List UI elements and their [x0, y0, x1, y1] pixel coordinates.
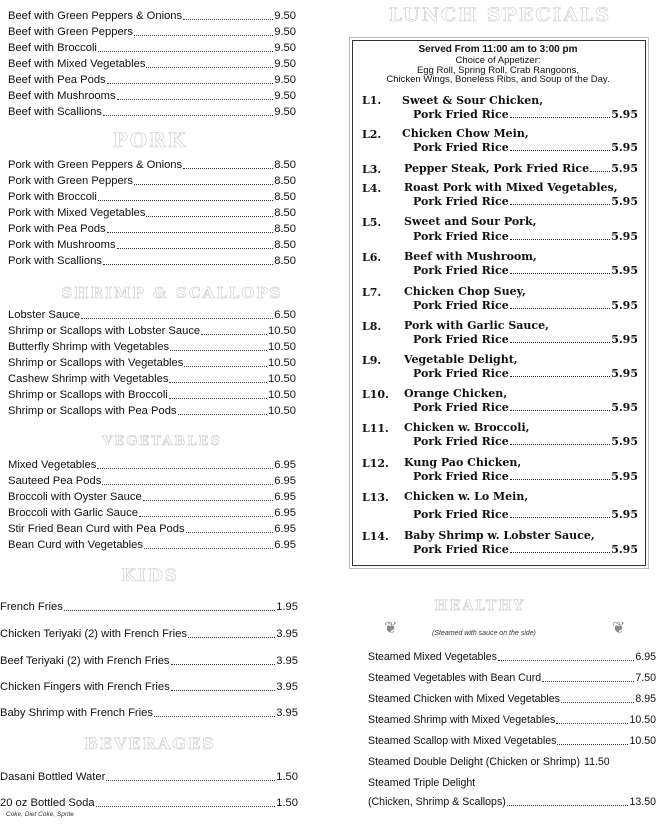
- menu-item: Lobster Sauce 6.50: [8, 309, 296, 321]
- healthy-subtitle: (Steamed with sauce on the side): [432, 630, 536, 637]
- menu-item: Beef with Mushrooms 9.50: [8, 90, 296, 102]
- section-heading-lunch: LUNCH SPECIALS: [388, 4, 612, 26]
- menu-item: Pork with Broccoli 8.50: [8, 191, 296, 203]
- menu-item: Shrimp or Scallops with Lobster Sauce 10.50: [8, 325, 296, 337]
- menu-item: Broccoli with Garlic Sauce 6.95: [8, 507, 296, 519]
- lunch-item-side: Pork Fried Rice 5.95: [413, 470, 638, 483]
- lunch-item-side: Pork Fried Rice 5.95: [413, 230, 638, 243]
- lunch-item-side: Pork Fried Rice 5.95: [413, 299, 638, 312]
- menu-item: Broccoli with Oyster Sauce 6.95: [8, 491, 296, 503]
- lunch-appetizer-choice: Choice of Appetizer:: [455, 55, 541, 66]
- lunch-item-name: Sweet & Sour Chicken,: [402, 94, 544, 107]
- lunch-item-number: L7.: [362, 286, 382, 299]
- menu-item: Mixed Vegetables 6.95: [8, 459, 296, 471]
- lunch-served-hours: Served From 11:00 am to 3:00 pm: [418, 44, 578, 55]
- lunch-item-side: Pork Fried Rice 5.95: [413, 264, 638, 277]
- lunch-item-number: L14.: [362, 530, 389, 543]
- menu-item: Butterfly Shrimp with Vegetables 10.50: [8, 341, 296, 353]
- lunch-item-number: L2.: [362, 128, 382, 141]
- menu-item: Beef with Mixed Vegetables 9.50: [8, 58, 296, 70]
- decorative-swirl-left: ❦: [384, 620, 398, 637]
- menu-item: Steamed Double Delight (Chicken or Shrimp) 11.50: [368, 756, 610, 768]
- lunch-appetizer-list: Egg Roll, Spring Roll, Crab Rangoons,: [416, 65, 580, 76]
- menu-item: Pork with Pea Pods 8.50: [8, 223, 296, 235]
- menu-item: Pork with Scallions 8.50: [8, 255, 296, 267]
- menu-item: Beef with Pea Pods 9.50: [8, 74, 296, 86]
- lunch-item-name: Orange Chicken,: [404, 387, 508, 400]
- section-heading-beverages: BEVERAGES: [84, 734, 216, 753]
- menu-item: Beef Teriyaki (2) with French Fries 3.95: [0, 655, 298, 667]
- lunch-item-number: L12.: [362, 457, 389, 470]
- lunch-item-side: Pork Fried Rice 5.95: [413, 508, 638, 521]
- menu-item: Chicken Teriyaki (2) with French Fries 3.95: [0, 628, 298, 640]
- menu-item: Shrimp or Scallops with Vegetables 10.50: [8, 357, 296, 369]
- lunch-item-side: Pork Fried Rice 5.95: [413, 108, 638, 121]
- menu-item: Cashew Shrimp with Vegetables 10.50: [8, 373, 296, 385]
- lunch-item-name: Pepper Steak, Pork Fried Rice 5.95: [404, 162, 638, 175]
- lunch-item-name: Chicken w. Lo Mein,: [404, 490, 529, 503]
- lunch-item-number: L11.: [362, 422, 389, 435]
- menu-item: Baby Shrimp with French Fries 3.95: [0, 707, 298, 719]
- lunch-item-name: Chicken w. Broccoli,: [404, 421, 530, 434]
- lunch-item-name: Pork with Garlic Sauce,: [404, 319, 549, 332]
- lunch-item-number: L6.: [362, 251, 382, 264]
- menu-item: Pork with Mushrooms 8.50: [8, 239, 296, 251]
- menu-item: Steamed Mixed Vegetables 6.95: [368, 651, 656, 663]
- lunch-item-number: L3.: [362, 163, 382, 176]
- section-heading-vegetables: VEGETABLES: [102, 434, 222, 449]
- lunch-item-name: Roast Pork with Mixed Vegetables,: [404, 181, 618, 194]
- lunch-item-side: Pork Fried Rice 5.95: [413, 195, 638, 208]
- menu-item: Sauteed Pea Pods 6.95: [8, 475, 296, 487]
- lunch-item-number: L10.: [362, 388, 389, 401]
- lunch-item-name: Kung Pao Chicken,: [404, 456, 522, 469]
- lunch-item-side: Pork Fried Rice 5.95: [413, 367, 638, 380]
- section-heading-healthy: HEALTHY: [434, 598, 526, 614]
- lunch-item-side: Pork Fried Rice 5.95: [413, 333, 638, 346]
- menu-item: Shrimp or Scallops with Broccoli 10.50: [8, 389, 296, 401]
- menu-item: (Chicken, Shrimp & Scallops) 13.50: [368, 796, 656, 808]
- section-heading-seafood: SHRIMP & SCALLOPS: [61, 284, 283, 302]
- menu-item: Bean Curd with Vegetables 6.95: [8, 539, 296, 551]
- lunch-item-number: L9.: [362, 354, 382, 367]
- lunch-item-name: Chicken Chop Suey,: [404, 285, 526, 298]
- menu-item: Shrimp or Scallops with Pea Pods 10.50: [8, 405, 296, 417]
- section-heading-pork: PORK: [112, 128, 188, 152]
- lunch-item-side: Pork Fried Rice 5.95: [413, 401, 638, 414]
- menu-item: Steamed Chicken with Mixed Vegetables 8.95: [368, 693, 656, 705]
- lunch-item-name: Chicken Chow Mein,: [402, 127, 529, 140]
- decorative-swirl-right: ❦: [612, 620, 626, 637]
- menu-item: Beef with Green Peppers 9.50: [8, 26, 296, 38]
- menu-item: Chicken Fingers with French Fries 3.95: [0, 681, 298, 693]
- menu-item: Beef with Broccoli 9.50: [8, 42, 296, 54]
- menu-item: Steamed Scallop with Mixed Vegetables 10.50: [368, 735, 656, 747]
- menu-item: French Fries 1.95: [0, 601, 298, 613]
- lunch-item-side: Pork Fried Rice 5.95: [413, 435, 638, 448]
- lunch-item-number: L8.: [362, 320, 382, 333]
- menu-item: Pork with Green Peppers & Onions 8.50: [8, 159, 296, 171]
- lunch-item-name: Baby Shrimp w. Lobster Sauce,: [404, 529, 595, 542]
- menu-item: Steamed Vegetables with Bean Curd 7.50: [368, 672, 656, 684]
- menu-item: 20 oz Bottled Soda 1.50: [0, 797, 298, 809]
- lunch-item-name: Vegetable Delight,: [404, 353, 518, 366]
- menu-item: Beef with Scallions 9.50: [8, 106, 296, 118]
- lunch-item-number: L5.: [362, 216, 382, 229]
- menu-item-title: Steamed Triple Delight: [368, 777, 476, 789]
- lunch-item-number: L13.: [362, 491, 389, 504]
- lunch-item-name: Sweet and Sour Pork,: [404, 215, 537, 228]
- lunch-item-number: L1.: [362, 94, 382, 107]
- menu-item: Pork with Green Peppers 8.50: [8, 175, 296, 187]
- lunch-item-name: Beef with Mushroom,: [404, 250, 537, 263]
- lunch-item-side: Pork Fried Rice 5.95: [413, 543, 638, 556]
- soda-note: Coke, Diet Coke, Sprite: [6, 811, 74, 818]
- menu-item: Dasani Bottled Water 1.50: [0, 771, 298, 783]
- lunch-item-side: Pork Fried Rice 5.95: [413, 141, 638, 154]
- menu-item: Stir Fried Bean Curd with Pea Pods 6.95: [8, 523, 296, 535]
- menu-item: Beef with Green Peppers & Onions 9.50: [8, 10, 296, 22]
- section-heading-kids: KIDS: [121, 566, 179, 586]
- lunch-appetizer-list-2: Chicken Wings, Boneless Ribs, and Soup of the Day.: [386, 74, 610, 85]
- menu-item: Pork with Mixed Vegetables 8.50: [8, 207, 296, 219]
- lunch-item-number: L4.: [362, 182, 382, 195]
- menu-item: Steamed Shrimp with Mixed Vegetables 10.50: [368, 714, 656, 726]
